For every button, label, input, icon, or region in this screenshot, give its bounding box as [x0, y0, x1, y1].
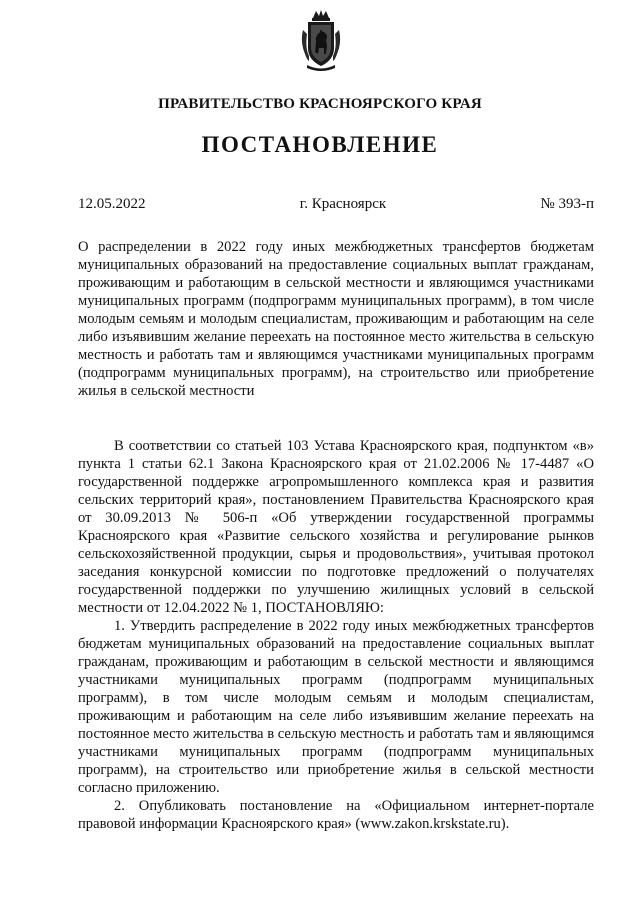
body-item-2: 2. Опубликовать постановление на «Официальном интернет-портале правовой информации Красноярского края» (www.zakon.krskstate.ru).: [78, 798, 594, 832]
coat-of-arms-icon: [299, 8, 343, 72]
document-subject: О распределении в 2022 году иных межбюджетных трансфертов бюджетам муниципальных образований на предоставление социальных выплат гражданам, проживающим и работающим в сельской местности и являющимся участниками муниципальных программ (подпрограмм муниципальных программ), в том числе молодым семьям и молодым специалистам, проживающим и работающим на селе либо изъявившим желание переехать на постоянное место жительства в сельскую местность и работать там и являющимся участниками муниципальных программ (подпрограмм муниципальных программ), на строительство или приобретение жилья в сельской местности: [78, 239, 594, 399]
document-number: № 393-п: [540, 196, 594, 212]
body-preamble: В соответствии со статьей 103 Устава Красноярского края, подпунктом «в» пункта 1 статьи 62.1 Закона Красноярского края от 21.02.2006 № 17-4487 «О государственной поддержке агропромышленного комплекса края и развития сельских территорий края», постановлением Правительства Красноярского края от 30.09.2013 № 506-п «Об утверждении государственной программы Красноярского края «Развитие сельского хозяйства и регулирование рынков сельскохозяйственной продукции, сырья и продовольствия», учитывая протокол заседания конкурсной комиссии по подготовке предложений о получателях государственной поддержки по улучшению жилищных условий в сельской местности от 12.04.2022 № 1, ПОСТАНОВЛЯЮ:: [78, 438, 594, 616]
organization-title: ПРАВИТЕЛЬСТВО КРАСНОЯРСКОГО КРАЯ: [158, 96, 482, 112]
document-meta-row: [78, 196, 594, 213]
body-item-1: 1. Утвердить распределение в 2022 году иных межбюджетных трансфертов бюджетам муниципальных образований на предоставление социальных выплат гражданам, проживающим и работающим в сельской местности и являющимся участниками муниципальных программ (подпрограмм муниципальных программ), в том числе молодым семьям и молодым специалистам, проживающим и работающим на селе либо изъявившим желание переехать на постоянное место жительства в сельскую местность и работать там и являющимся участниками муниципальных программ (подпрограмм муниципальных программ), на строительство или приобретение жилья в сельской местности согласно приложению.: [78, 618, 594, 796]
document-type-heading: ПОСТАНОВЛЕНИЕ: [201, 132, 439, 157]
document-date: 12.05.2022: [78, 196, 146, 212]
document-body: [78, 437, 594, 833]
document-city: г. Красноярск: [299, 196, 387, 212]
